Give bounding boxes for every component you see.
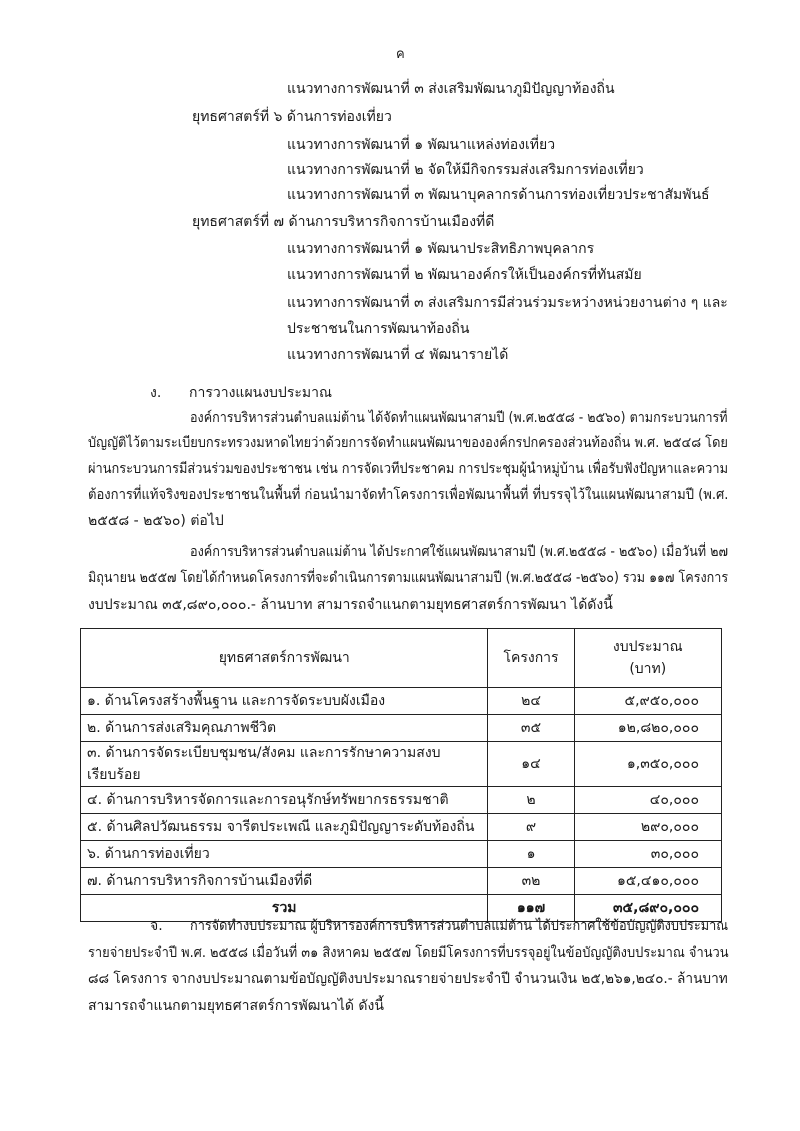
section-marker: ง. bbox=[150, 385, 162, 401]
total-budget: ๓๕,๘๙๐,๐๐๐ bbox=[574, 895, 721, 922]
paragraph-line: งบประมาณ ๓๕,๘๙๐,๐๐๐.- ล้านบาท สามารถจำแนกตามยุทธศาสตร์การพัฒนา ได้ดังนี้ bbox=[88, 597, 613, 613]
projects-cell: ๓๕ bbox=[488, 715, 574, 742]
budget-cell: ๕,๙๕๐,๐๐๐ bbox=[574, 688, 721, 715]
table-row bbox=[81, 688, 722, 715]
guideline-line: ประชาชนในการพัฒนาท้องถิ่น bbox=[287, 321, 470, 337]
strategy-cell: ๕. ด้านศิลปวัฒนธรรม จารีตประเพณี และภูมิปัญญาระดับท้องถิ่น bbox=[81, 814, 488, 841]
paragraph-line: ๒๕๕๘ - ๒๕๖๐) ต่อไป bbox=[88, 513, 224, 529]
header-budget-label: งบประมาณ bbox=[612, 639, 683, 655]
header-strategy: ยุทธศาสตร์การพัฒนา bbox=[81, 629, 488, 688]
projects-cell: ๓๒ bbox=[488, 868, 574, 895]
paragraph-line: ผ่านกระบวนการมีส่วนร่วมของประชาชน เช่น การจัดเวทีประชาคม การประชุมผู้นำหมู่บ้าน เพื่อรับฟังปัญหาและความ bbox=[88, 461, 729, 477]
projects-cell: ๒๔ bbox=[488, 688, 574, 715]
projects-cell: ๙ bbox=[488, 814, 574, 841]
table-row bbox=[81, 841, 722, 868]
table-row bbox=[81, 715, 722, 742]
table-row bbox=[81, 814, 722, 841]
paragraph-line: สามารถจำแนกตามยุทธศาสตร์การพัฒนาได้ ดังนี้ bbox=[88, 998, 384, 1014]
paragraph-line: ๘๘ โครงการ จากงบประมาณตามข้อบัญญัติงบประมาณรายจ่ายประจำปี จำนวนเงิน ๒๕,๒๖๑,๒๔๐.- ล้านบาท bbox=[88, 971, 728, 987]
table-row bbox=[81, 742, 722, 787]
header-budget bbox=[574, 629, 721, 688]
projects-cell: ๒ bbox=[488, 787, 574, 814]
total-label: รวม bbox=[81, 895, 488, 922]
paragraph-line: บัญญัติไว้ตามระเบียบกระทรวงมหาดไทยว่าด้วยการจัดทำแผนพัฒนาขององค์กรปกครองส่วนท้องถิ่น พ.ศ. ๒๕๔๘ โดย bbox=[88, 435, 728, 451]
guideline-line: แนวทางการพัฒนาที่ ๒ พัฒนาองค์กรให้เป็นองค์กรที่ทันสมัย bbox=[287, 267, 642, 283]
strategy-heading: ยุทธศาสตร์ที่ ๖ ด้านการท่องเที่ยว bbox=[192, 109, 392, 125]
paragraph-line: รายจ่ายประจำปี พ.ศ. ๒๕๕๘ เมื่อวันที่ ๓๑ สิงหาคม ๒๕๕๗ โดยมีโครงการที่บรรจุอยู่ในข้อบัญญัติงบประมาณ จำนวน bbox=[88, 945, 729, 961]
guideline-line: แนวทางการพัฒนาที่ ๒ จัดให้มีกิจกรรมส่งเสริมการท่องเที่ยว bbox=[287, 162, 644, 178]
guideline-line: แนวทางการพัฒนาที่ ๔ พัฒนารายได้ bbox=[287, 347, 509, 363]
paragraph-line: การจัดทำงบประมาณ ผู้บริหารองค์การบริหารส่วนตำบลแม่ต้าน ได้ประกาศใช้ข้อบัญญัติงบประมาณ bbox=[190, 918, 729, 934]
strategy-cell: ๒. ด้านการส่งเสริมคุณภาพชีวิต bbox=[81, 715, 488, 742]
paragraph-line: องค์การบริหารส่วนตำบลแม่ต้าน ได้ประกาศใช้แผนพัฒนาสามปี (พ.ศ.๒๕๕๘ - ๒๕๖๐) เมื่อวันที่ ๒๗ bbox=[190, 544, 729, 560]
paragraph-line: องค์การบริหารส่วนตำบลแม่ต้าน ได้จัดทำแผนพัฒนาสามปี (พ.ศ.๒๕๕๘ - ๒๕๖๐) ตามกระบวนการที่ bbox=[190, 410, 728, 426]
strategy-cell: ๗. ด้านการบริหารกิจการบ้านเมืองที่ดี bbox=[81, 868, 488, 895]
header-projects: โครงการ bbox=[488, 629, 574, 688]
guideline-line: แนวทางการพัฒนาที่ ๑ พัฒนาแหล่งท่องเที่ยว bbox=[287, 137, 556, 153]
table-row bbox=[81, 787, 722, 814]
budget-cell: ๒๙๐,๐๐๐ bbox=[574, 814, 721, 841]
strategy-cell: ๑. ด้านโครงสร้างพื้นฐาน และการจัดระบบผังเมือง bbox=[81, 688, 488, 715]
section-marker: จ. bbox=[150, 918, 163, 934]
projects-cell: ๑๔ bbox=[488, 742, 574, 787]
guideline-line: แนวทางการพัฒนาที่ ๓ ส่งเสริมการมีส่วนร่วมระหว่างหน่วยงานต่าง ๆ และ bbox=[287, 295, 728, 311]
budget-cell: ๑,๓๕๐,๐๐๐ bbox=[574, 742, 721, 787]
budget-cell: ๑๒,๘๒๐,๐๐๐ bbox=[574, 715, 721, 742]
budget-cell: ๔๐,๐๐๐ bbox=[574, 787, 721, 814]
strategy-cell: ๔. ด้านการบริหารจัดการและการอนุรักษ์ทรัพยากรธรรมชาติ bbox=[81, 787, 488, 814]
projects-cell: ๑ bbox=[488, 841, 574, 868]
budget-table bbox=[80, 628, 722, 922]
header-budget-unit: (บาท) bbox=[629, 661, 667, 677]
total-projects: ๑๑๗ bbox=[488, 895, 574, 922]
paragraph-line: ต้องการที่แท้จริงของประชาชนในพื้นที่ ก่อนนำมาจัดทำโครงการเพื่อพัฒนาพื้นที่ ที่บรรจุไว้ในแผนพัฒนาสามปี (พ.ศ. bbox=[88, 487, 729, 503]
guideline-line: แนวทางการพัฒนาที่ ๑ พัฒนาประสิทธิภาพบุคลากร bbox=[287, 241, 595, 257]
strategy-heading: ยุทธศาสตร์ที่ ๗ ด้านการบริหารกิจการบ้านเมืองที่ดี bbox=[192, 214, 495, 230]
budget-cell: ๑๕,๔๑๐,๐๐๐ bbox=[574, 868, 721, 895]
guideline-line: แนวทางการพัฒนาที่ ๓ ส่งเสริมพัฒนาภูมิปัญญาท้องถิ่น bbox=[287, 81, 615, 97]
guideline-line: แนวทางการพัฒนาที่ ๓ พัฒนาบุคลากรด้านการท่องเที่ยวประชาสัมพันธ์ bbox=[287, 187, 710, 203]
budget-cell: ๓๐,๐๐๐ bbox=[574, 841, 721, 868]
page-number: ค bbox=[396, 47, 405, 62]
section-heading: การวางแผนงบประมาณ bbox=[189, 385, 332, 401]
table-row bbox=[81, 868, 722, 895]
paragraph-line: มิถุนายน ๒๕๕๗ โดยได้กำหนดโครงการที่จะดำเนินการตามแผนพัฒนาสามปี (พ.ศ.๒๕๕๘ -๒๕๖๐) รวม ๑๑๗ โครงการ bbox=[88, 570, 729, 586]
strategy-cell: ๖. ด้านการท่องเที่ยว bbox=[81, 841, 488, 868]
table-header-row bbox=[81, 629, 722, 688]
strategy-cell: ๓. ด้านการจัดระเบียบชุมชน/สังคม และการรักษาความสงบเรียบร้อย bbox=[81, 742, 488, 787]
